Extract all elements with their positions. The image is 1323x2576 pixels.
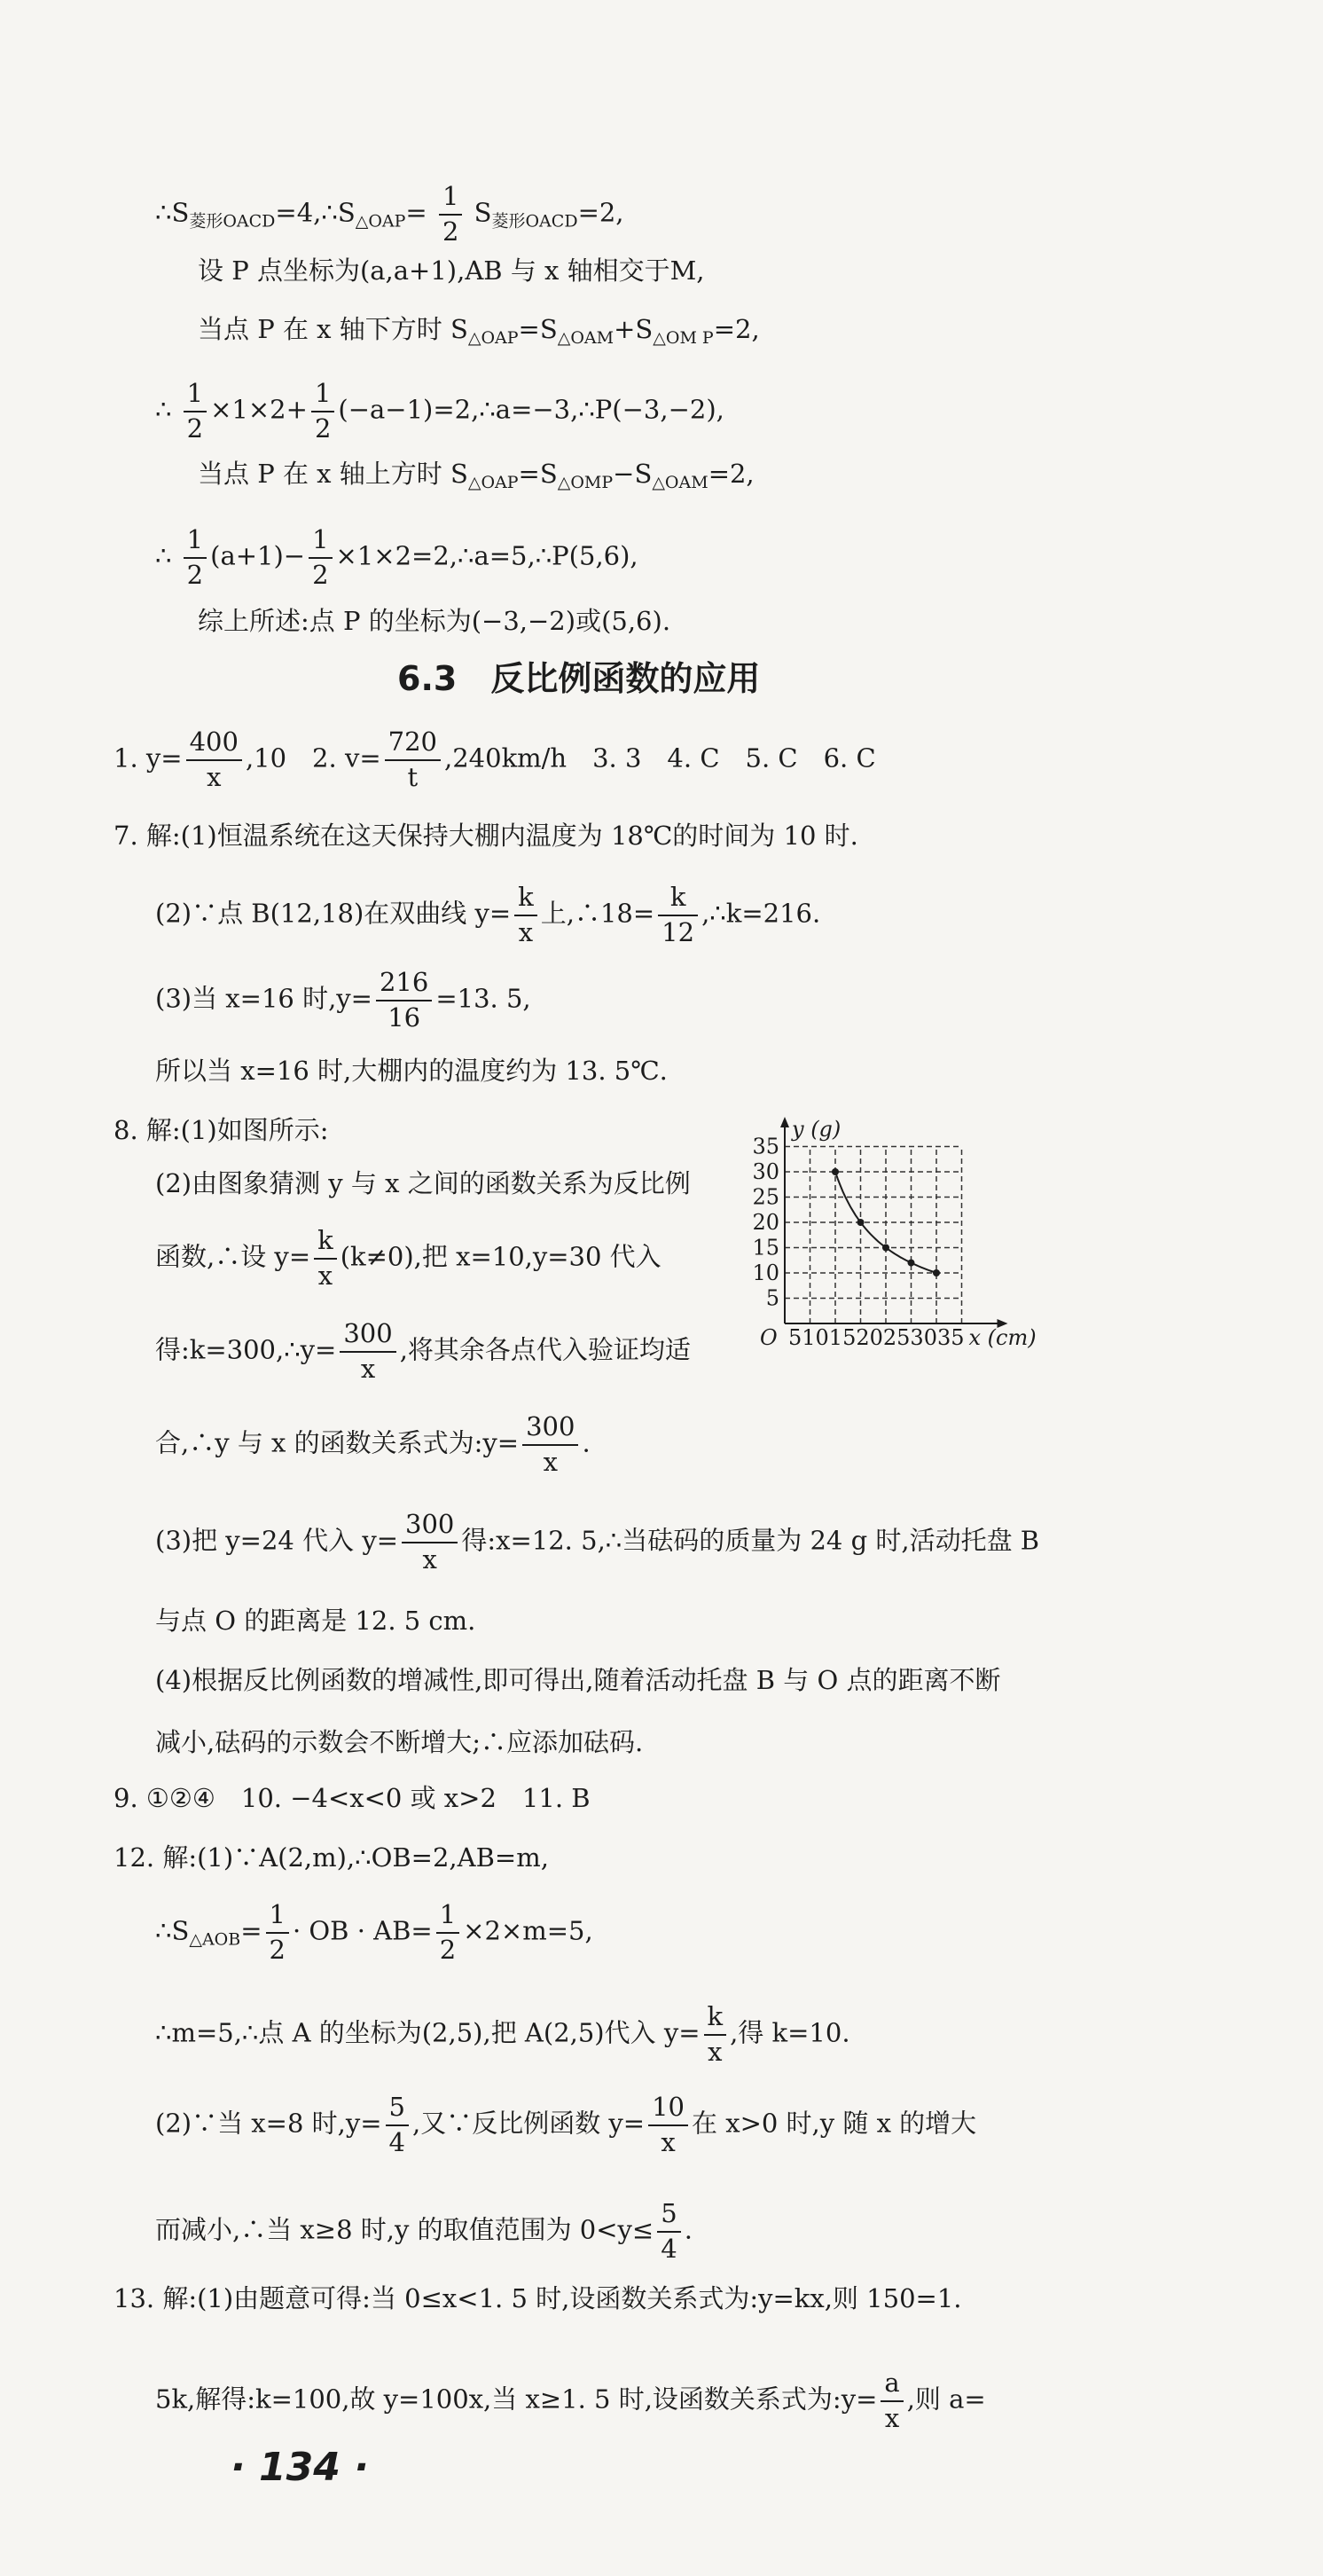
- q7-part1: 7. 解:(1)恒温系统在这天保持大棚内温度为 18℃的时间为 10 时.: [114, 821, 858, 851]
- line-solve-positive: ∴ $\frac{1}{2}$ (a+1)− $\frac{1}{2}$ ×1×2=2,∴a=5,∴P(5,6),: [155, 524, 638, 590]
- line-solve-negative: ∴ $\frac{1}{2}$ ×1×2+ $\frac{1}{2}$ (−a−1)=2,∴a=−3,∴P(−3,−2),: [155, 378, 724, 444]
- line-set-p: 设 P 点坐标为(a,a+1),AB 与 x 轴相交于M,: [198, 255, 705, 286]
- data-point: [832, 1168, 839, 1175]
- q8-set-function: 函数,∴设 y= $\frac{k}{x}$ (k≠0),把 x=10,y=30 代入: [155, 1225, 662, 1291]
- line-below-axis: 当点 P 在 x 轴下方时 $S_{\triangle OAP}=S_{\triangle OAM}+S_{\triangle OM P}=2$,: [198, 314, 760, 348]
- q8-relation: 合,∴y 与 x 的函数关系式为:y= $\frac{300}{x}$ .: [155, 1411, 591, 1477]
- data-point: [857, 1219, 865, 1226]
- data-point: [908, 1260, 915, 1267]
- q8-solve-k: 得:k=300,∴y= $\frac{300}{x}$ ,将其余各点代入验证均适: [155, 1318, 691, 1384]
- section-heading: 6.3 反比例函数的应用: [397, 659, 761, 698]
- q8-part4: (4)根据反比例函数的增减性,即可得出,随着活动托盘 B 与 O 点的距离不断: [155, 1665, 1001, 1695]
- data-point: [933, 1269, 940, 1276]
- inverse-proportion-graph: [740, 1113, 1046, 1362]
- answers-9-11: 9. ①②④ 10. −4<x<0 或 x>2 11. B: [114, 1783, 591, 1813]
- x-axis-label: x (cm): [968, 1325, 1037, 1350]
- q13-part1-cont: 5k,解得:k=100,故 y=100x,当 x≥1. 5 时,设函数关系式为:y= $\frac{a}{x}$ ,则 a=: [155, 2368, 986, 2433]
- line-area-relation: $\therefore S_{菱形OACD}=4,\therefore S_{\triangle OAP}=$ $\frac{1}{2}$ $S_{菱形OACD}=2$,: [155, 181, 624, 247]
- q13-part1: 13. 解:(1)由题意可得:当 0≤x<1. 5 时,设函数关系式为:y=kx,则 150=1.: [114, 2283, 962, 2313]
- q8-part3: (3)把 y=24 代入 y= $\frac{300}{x}$ 得:x=12. 5,∴当砝码的质量为 24 g 时,活动托盘 B: [155, 1509, 1040, 1575]
- answers-1-6: 1. y= $\frac{400}{x}$ ,10 2. v= $\frac{720}{t}$ ,240km/h 3. 3 4. C 5. C 6. C: [114, 726, 876, 792]
- y-axis-arrow-icon: [780, 1117, 789, 1127]
- x-tick-label: 5101520253035: [788, 1325, 965, 1350]
- q7-conclusion: 所以当 x=16 时,大棚内的温度约为 13. 5℃.: [155, 1056, 668, 1086]
- q7-part2: (2)∵点 B(12,18)在双曲线 y= $\frac{k}{x}$ 上,∴18= $\frac{k}{12}$ ,∴k=216.: [155, 882, 821, 947]
- q12-part1: 12. 解:(1)∵A(2,m),∴OB=2,AB=m,: [114, 1842, 549, 1873]
- y-axis-label: y (g): [792, 1117, 842, 1142]
- origin-label: O: [760, 1325, 778, 1350]
- q7-part3: (3)当 x=16 时,y= $\frac{216}{16}$ =13. 5,: [155, 967, 531, 1033]
- q12-area: $\therefore S_{\triangle AOB}=$ $\frac{1}{2}$ · OB · AB= $\frac{1}{2}$ ×2×m=5,: [155, 1899, 593, 1965]
- q12-solve-k: ∴m=5,∴点 A 的坐标为(2,5),把 A(2,5)代入 y= $\frac{k}{x}$ ,得 k=10.: [155, 2001, 850, 2067]
- data-point: [882, 1245, 889, 1252]
- y-tick-label: 30: [752, 1159, 779, 1184]
- q8-part4-end: 减小,砝码的示数会不断增大;∴应添加砝码.: [155, 1727, 644, 1757]
- y-tick-label: 25: [752, 1184, 779, 1210]
- y-tick-label: 15: [752, 1235, 779, 1261]
- y-tick-label: 5: [765, 1285, 779, 1311]
- y-tick-label: 10: [752, 1261, 779, 1285]
- q12-range: 而减小,∴当 x≥8 时,y 的取值范围为 0<y≤ $\frac{5}{4}$ .: [155, 2198, 693, 2264]
- line-conclusion: 综上所述:点 P 的坐标为(−3,−2)或(5,6).: [198, 606, 671, 636]
- y-tick-label: 20: [752, 1210, 779, 1235]
- page-number: · 134 ·: [231, 2445, 369, 2490]
- q8-part2: (2)由图象猜测 y 与 x 之间的函数关系为反比例: [155, 1168, 691, 1198]
- q8-part1: 8. 解:(1)如图所示:: [114, 1115, 329, 1145]
- q8-distance: 与点 O 的距离是 12. 5 cm.: [155, 1606, 476, 1636]
- line-above-axis: 当点 P 在 x 轴上方时 $S_{\triangle OAP}=S_{\triangle OMP}-S_{\triangle OAM}=2$,: [198, 459, 755, 492]
- y-tick-label: 35: [752, 1134, 779, 1159]
- q12-part2: (2)∵当 x=8 时,y= $\frac{5}{4}$ ,又∵反比例函数 y= $\frac{10}{x}$ 在 x>0 时,y 随 x 的增大: [155, 2092, 977, 2157]
